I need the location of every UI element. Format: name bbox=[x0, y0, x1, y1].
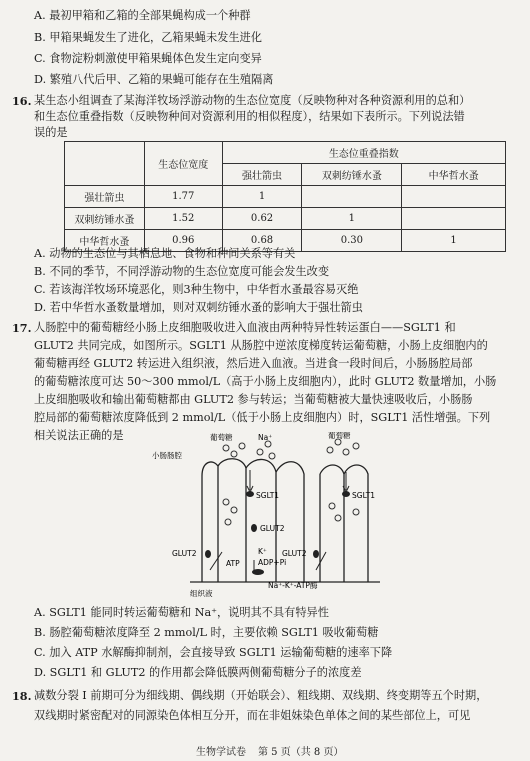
glucose-molecule bbox=[343, 449, 349, 455]
glucose-molecule bbox=[353, 509, 359, 515]
q18-stem-line-1: 减数分裂 Ⅰ 前期可分为细线期、偶线期（开始联会）、粗线期、双线期、终变期等五个时期， bbox=[34, 689, 488, 702]
header-species-1: 强壮箭虫 bbox=[222, 164, 302, 186]
transport-arrow bbox=[210, 552, 222, 570]
footer-page-number: 第 5 页（共 8 页） bbox=[258, 747, 344, 758]
cell-overlap bbox=[402, 208, 506, 230]
row-label: 中华哲水蚤 bbox=[65, 230, 145, 252]
label-sglt1-left: SGLT1 bbox=[256, 491, 280, 500]
glucose-molecule bbox=[225, 519, 231, 525]
cell-overlap: 1 bbox=[402, 230, 506, 252]
cell-width: 0.96 bbox=[144, 230, 222, 252]
q16-option-c: C. 若该海洋牧场环境恶化，则3种生物中，中华哲水蚤最容易灭绝 bbox=[34, 283, 359, 296]
q17-stem-line-6: 腔局部的葡萄糖浓度降低到 2 mmol/L（低于小肠上皮细胞内）时，SGLT1 活性增强。下列 bbox=[34, 411, 491, 424]
cell-membrane bbox=[344, 465, 368, 582]
label-na-k-pump: Na⁺-K⁺-ATP酶 bbox=[268, 581, 318, 590]
q17-stem-line-4: 的葡萄糖浓度可达 50～300 mmol/L（高于小肠上皮细胞内），此时 GLUT2 数量增加，小肠 bbox=[34, 375, 497, 388]
label-lumen: 小肠肠腔 bbox=[152, 451, 182, 460]
cell-overlap bbox=[402, 186, 506, 208]
glucose-molecule bbox=[329, 503, 335, 509]
q15-option-b: B. 甲箱果蝇发生了进化，乙箱果蝇未发生进化 bbox=[34, 31, 262, 44]
q17-option-c: C. 加入 ATP 水解酶抑制剂，会直接导致 SGLT1 运输葡萄糖的速率下降 bbox=[34, 646, 393, 659]
q16-number: 16. bbox=[12, 94, 32, 108]
glut2-transporter bbox=[205, 550, 211, 558]
cell-overlap: 1 bbox=[302, 208, 402, 230]
q17-stem-line-7: 相关说法正确的是 bbox=[34, 429, 124, 442]
cell-overlap: 1 bbox=[222, 186, 302, 208]
glucose-molecule bbox=[223, 499, 229, 505]
footer-subject: 生物学试卷 bbox=[196, 747, 246, 758]
q16-option-a: A. 动物的生态位与其栖息地、食物和种间关系等有关 bbox=[34, 247, 296, 260]
q16-option-b: B. 不同的季节，不同浮游动物的生态位宽度可能会发生改变 bbox=[34, 265, 330, 278]
cell-overlap: 0.68 bbox=[222, 230, 302, 252]
glucose-molecule bbox=[223, 445, 229, 451]
row-label: 双刺纺锤水蚤 bbox=[65, 208, 145, 230]
glucose-molecule bbox=[239, 443, 245, 449]
label-atp: ATP bbox=[226, 559, 240, 568]
glucose-transport-diagram bbox=[150, 432, 410, 608]
header-species-3: 中华哲水蚤 bbox=[402, 164, 506, 186]
cell-overlap: 0.30 bbox=[302, 230, 402, 252]
label-k-plus: K⁺ bbox=[258, 547, 267, 556]
q17-number: 17. bbox=[12, 321, 32, 335]
row-label: 强壮箭虫 bbox=[65, 186, 145, 208]
glucose-molecule bbox=[231, 507, 237, 513]
header-niche-overlap: 生态位重叠指数 bbox=[222, 142, 505, 164]
label-sglt1-right: SGLT1 bbox=[352, 491, 376, 500]
q16-stem-line-3: 误的是 bbox=[34, 126, 68, 139]
label-glut2-left: GLUT2 bbox=[172, 549, 197, 558]
cell-width: 1.77 bbox=[144, 186, 222, 208]
q17-stem-line-2: GLUT2 共同完成，如图所示。SGLT1 从肠腔中逆浓度梯度转运葡萄糖，小肠上皮细胞内的 bbox=[34, 339, 488, 352]
label-glut2-mid: GLUT2 bbox=[260, 524, 285, 533]
header-species-2: 双刺纺锤水蚤 bbox=[302, 164, 402, 186]
label-glut2-right: GLUT2 bbox=[282, 549, 307, 558]
cell-width: 1.52 bbox=[144, 208, 222, 230]
label-adp: ADP+Pi bbox=[258, 558, 287, 567]
glucose-molecule bbox=[269, 453, 275, 459]
glucose-molecule bbox=[353, 443, 359, 449]
label-glucose-right: 葡萄糖 bbox=[328, 432, 351, 440]
q18-stem-line-2: 双线期时紧密配对的同源染色体相互分开，而在非姐妹染色单体之间的某些部位上，可见 bbox=[34, 709, 471, 722]
q17-option-a: A. SGLT1 能同时转运葡萄糖和 Na⁺，说明其不具有特异性 bbox=[34, 606, 329, 619]
niche-table bbox=[64, 141, 506, 252]
sglt1-transporter bbox=[342, 491, 350, 497]
q15-option-a: A. 最初甲箱和乙箱的全部果蝇构成一个种群 bbox=[34, 9, 251, 22]
q17-stem-line-1: 人肠腔中的葡萄糖经小肠上皮细胞吸收进入血液由两种特异性转运蛋白——SGLT1 和 bbox=[34, 321, 456, 334]
cell-overlap: 0.62 bbox=[222, 208, 302, 230]
cell-membrane bbox=[202, 462, 218, 582]
glucose-molecule bbox=[257, 449, 263, 455]
na-k-pump bbox=[252, 569, 264, 575]
q17-stem-line-3: 葡萄糖再经 GLUT2 转运进入组织液，然后进入血液。当进食一段时间后，小肠肠腔局部 bbox=[34, 357, 473, 370]
glucose-molecule bbox=[231, 451, 237, 457]
header-niche-width: 生态位宽度 bbox=[144, 142, 222, 186]
q16-option-d: D. 若中华哲水蚤数量增加，则对双刺纺锤水蚤的影响大于强壮箭虫 bbox=[34, 301, 363, 314]
label-na-top: Na⁺ bbox=[258, 433, 273, 442]
label-tissue-fluid: 组织液 bbox=[190, 589, 213, 598]
q17-option-d: D. SGLT1 和 GLUT2 的作用都会降低膜两侧葡萄糖分子的浓度差 bbox=[34, 666, 362, 679]
cell-membrane bbox=[320, 465, 344, 582]
label-glucose-top: 葡萄糖 bbox=[210, 433, 233, 442]
glut2-transporter bbox=[251, 524, 257, 532]
glucose-molecule bbox=[327, 447, 333, 453]
table-row bbox=[65, 186, 506, 208]
q17-stem-line-5: 上皮细胞吸收和输出葡萄糖都由 GLUT2 参与转运；当葡萄糖被大量快速吸收后，小肠肠 bbox=[34, 393, 473, 406]
q15-option-d: D. 繁殖八代后甲、乙箱的果蝇可能存在生殖隔离 bbox=[34, 73, 274, 86]
q15-option-c: C. 食物淀粉刺激使甲箱果蝇体色发生定向变异 bbox=[34, 52, 262, 65]
q16-stem-line-2: 和生态位重叠指数（反映物种间对资源利用的相似程度），结果如下表所示。下列说法错 bbox=[34, 110, 465, 123]
glut2-transporter bbox=[313, 550, 319, 558]
q17-option-b: B. 肠腔葡萄糖浓度降至 2 mmol/L 时，主要依赖 SGLT1 吸收葡萄糖 bbox=[34, 626, 379, 639]
sglt1-transporter bbox=[246, 491, 254, 497]
cell-overlap bbox=[302, 186, 402, 208]
table-row bbox=[65, 208, 506, 230]
q16-stem-line-1: 某生态小组调查了某海洋牧场浮游动物的生态位宽度（反映物种对各种资源利用的总和） bbox=[34, 94, 471, 107]
table-corner-cell bbox=[65, 142, 145, 186]
q18-number: 18. bbox=[12, 689, 32, 703]
glucose-molecule bbox=[335, 515, 341, 521]
